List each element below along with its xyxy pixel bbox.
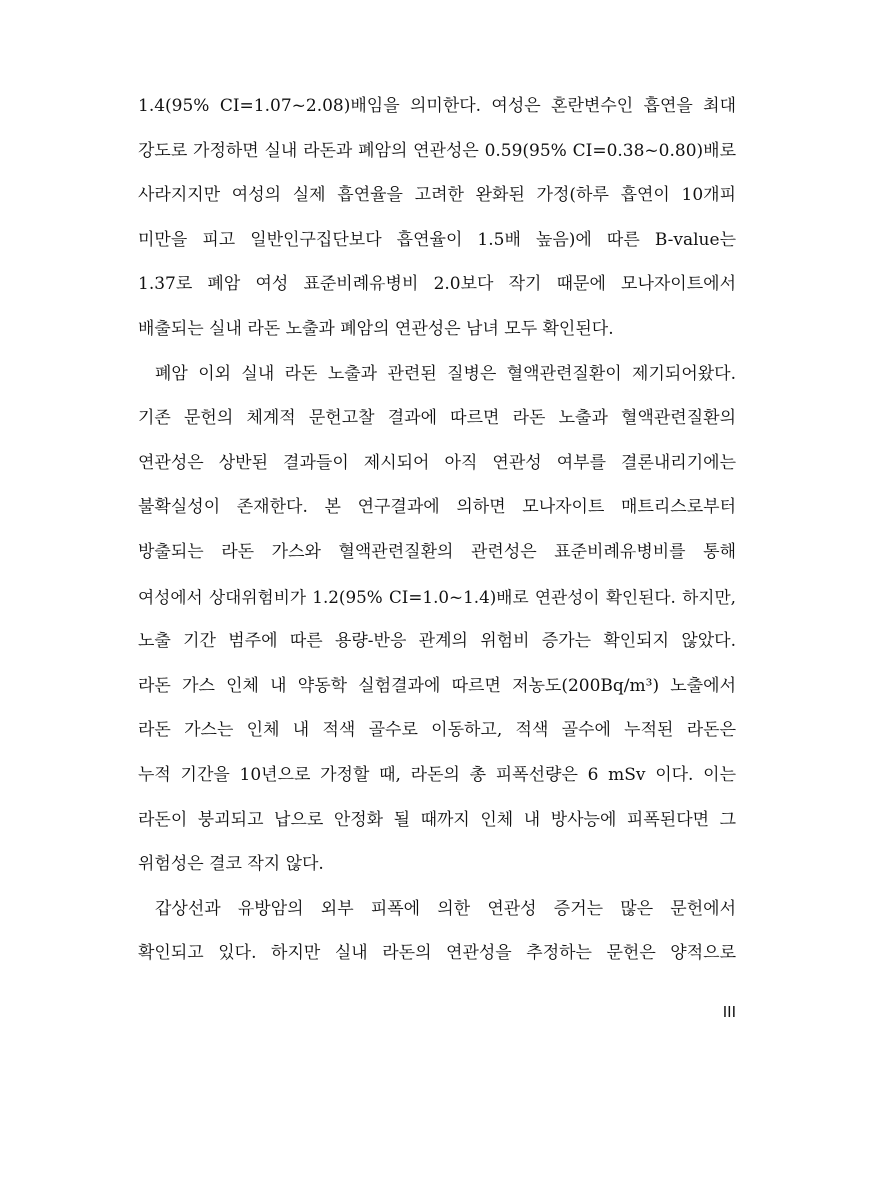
text-line: 사라지지만 여성의 실제 흡연율을 고려한 완화된 가정(하루 흡연이 10개피 — [138, 185, 736, 206]
text-line: 누적 기간을 10년으로 가정할 때, 라돈의 총 피폭선량은 6 mSv 이다. 이는 — [138, 764, 736, 785]
text-line: 불확실성이 존재한다. 본 연구결과에 의하면 모나자이트 매트리스로부터 — [138, 497, 736, 518]
text-line: 노출 기간 범주에 따른 용량-반응 관계의 위험비 증가는 확인되지 않았다. — [138, 631, 736, 652]
text-line: 배출되는 실내 라돈 노출과 폐암의 연관성은 남녀 모두 확인된다. — [138, 318, 614, 339]
paragraph-1 — [138, 84, 736, 352]
text-line: 여성에서 상대위험비가 1.2(95% CI=1.0~1.4)배로 연관성이 확인된다. 하지만, — [138, 586, 736, 607]
text-line: 라돈 가스 인체 내 약동학 실험결과에 따르면 저농도(200Bq/m³) 노출에서 — [138, 675, 736, 696]
text-line: 위험성은 결코 작지 않다. — [138, 854, 324, 875]
text-line: 기존 문헌의 체계적 문헌고찰 결과에 따르면 라돈 노출과 혈액관련질환의 — [138, 408, 736, 429]
text-line: 강도로 가정하면 실내 라돈과 폐암의 연관성은 0.59(95% CI=0.38~0.80)배로 — [138, 140, 736, 161]
text-line: 연관성은 상반된 결과들이 제시되어 아직 연관성 여부를 결론내리기에는 — [138, 452, 736, 473]
paragraph-3 — [138, 887, 736, 976]
text-line: 방출되는 라돈 가스와 혈액관련질환의 관련성은 표준비례유병비를 통해 — [138, 541, 736, 562]
paragraph-2 — [138, 352, 736, 887]
text-line: 폐암 이외 실내 라돈 노출과 관련된 질병은 혈액관련질환이 제기되어왔다. — [155, 363, 736, 384]
text-line: 1.4(95% CI=1.07~2.08)배임을 의미한다. 여성은 혼란변수인 흡연을 최대 — [138, 96, 736, 116]
text-line: 1.37로 폐암 여성 표준비례유병비 2.0보다 작기 때문에 모나자이트에서 — [138, 274, 736, 295]
text-line: 라돈이 붕괴되고 납으로 안정화 될 때까지 인체 내 방사능에 피폭된다면 그 — [138, 809, 736, 830]
text-line: 라돈 가스는 인체 내 적색 골수로 이동하고, 적색 골수에 누적된 라돈은 — [138, 720, 736, 741]
text-line: 미만을 피고 일반인구집단보다 흡연율이 1.5배 높음)에 따른 B-value는 — [138, 229, 736, 250]
text-line: 갑상선과 유방암의 외부 피폭에 의한 연관성 증거는 많은 문헌에서 — [155, 898, 736, 919]
page-number: III — [722, 1003, 736, 1021]
text-line: 확인되고 있다. 하지만 실내 라돈의 연관성을 추정하는 문헌은 양적으로 — [138, 943, 736, 964]
body-text — [138, 84, 736, 976]
